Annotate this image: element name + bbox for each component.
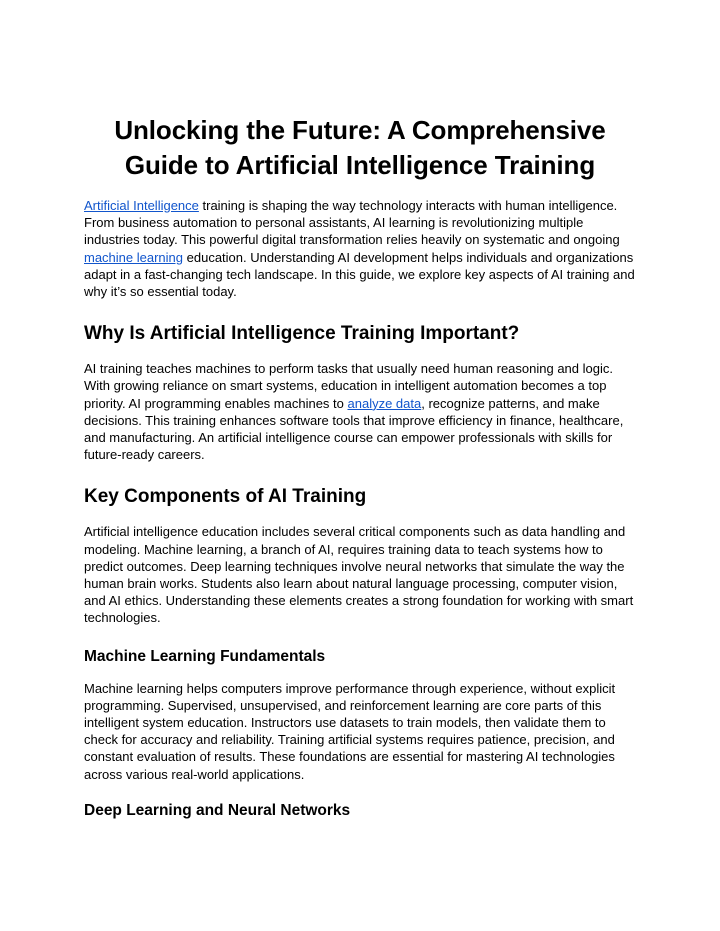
section-heading-why-important: Why Is Artificial Intelligence Training Important? [84,323,520,345]
page-title: Unlocking the Future: A Comprehensive Guide to Artificial Intelligence Training [114,115,606,180]
subheading-deep-learning: Deep Learning and Neural Networks [84,801,351,819]
section-heading-key-components: Key Components of AI Training [84,486,367,508]
analyze-data-link[interactable]: analyze data [347,395,422,411]
machine-learning-link[interactable]: machine learning [84,249,184,265]
ml-fundamentals-paragraph: Machine learning helps computers improve performance through experience, without explicit programming. Supervised, unsupervised, and reinforcement learning are core parts of this intelligent system education. Instructors use datasets to train models, then validate them to check for accuracy and reliability. Training artificial systems requires patience, precision, and constant evaluation of results. These foundations are essential for mastering AI technologies across various real-world applications. [84,680,616,782]
subheading-ml-fundamentals: Machine Learning Fundamentals [84,647,326,665]
why-important-text-2: , recognize patterns, and make decisions. This training enhances software tools that improve efficiency in finance, healthcare, and manufacturing. An artificial intelligence course can empower professionals with skills for future-ready careers. [84,395,624,463]
intro-text-2: education. Understanding AI development helps individuals and organizations adapt in a fast-changing tech landscape. In this guide, we explore key aspects of AI training and why it’s so essential today. [84,249,635,300]
artificial-intelligence-link[interactable]: Artificial Intelligence [84,198,199,213]
why-important-paragraph [84,360,636,463]
intro-paragraph [84,197,636,300]
key-components-paragraph: Artificial intelligence education includes several critical components such as data handling and modeling. Machine learning, a branch of AI, requires training data to teach systems how to predict outcomes. Deep learning techniques involve neural networks that simulate the way the human brain works. Students also learn about natural language processing, computer vision, and AI ethics. Understanding these elements creates a strong foundation for working with smart technologies. [84,524,634,626]
intro-text-1: training is shaping the way technology interacts with human intelligence. From business automation to personal assistants, AI learning is revolutionizing multiple industries today. This powerful digital transformation relies heavily on systematic and ongoing [84,198,620,248]
why-important-text-1: AI training teaches machines to perform tasks that usually need human reasoning and logic. With growing reliance on smart systems, education in intelligent automation becomes a top priority. AI programming enables machines to [84,361,613,411]
